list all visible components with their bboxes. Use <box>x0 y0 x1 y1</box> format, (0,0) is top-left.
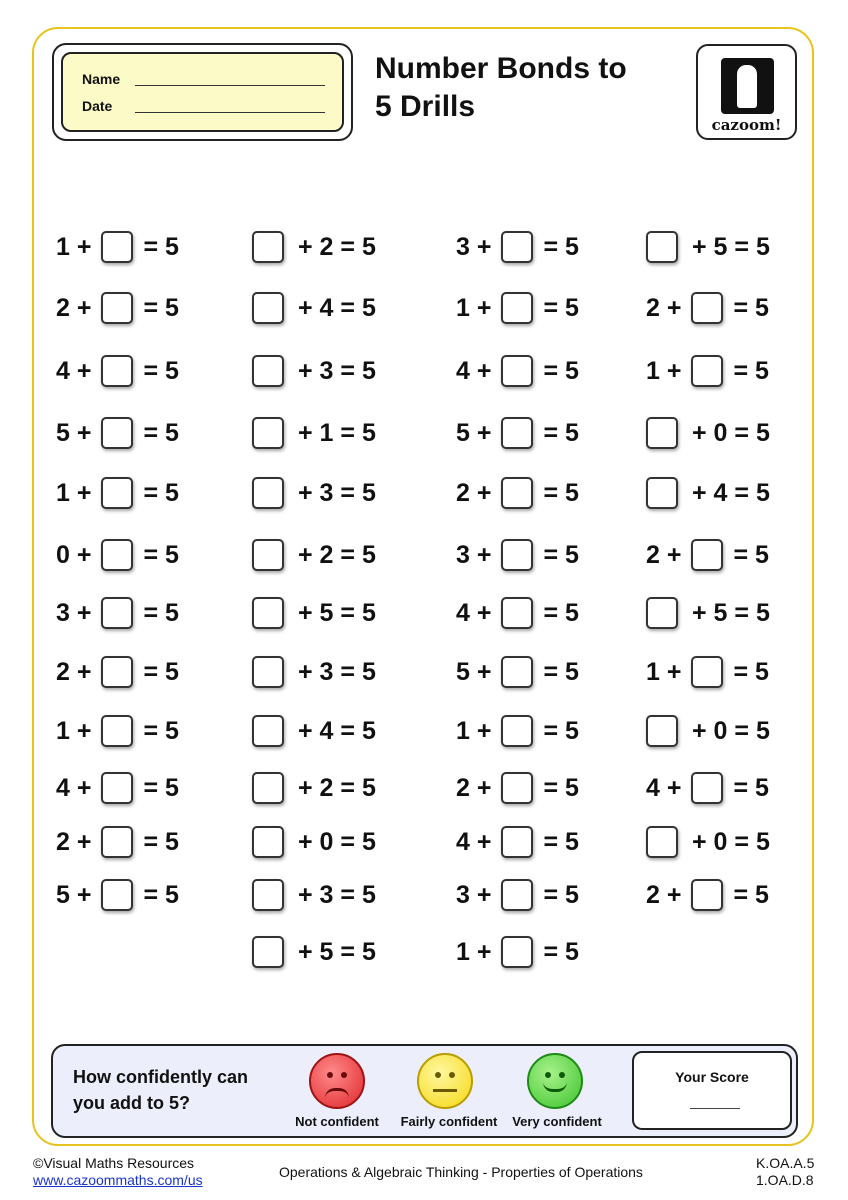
problem <box>56 288 179 328</box>
answer-box[interactable] <box>691 656 723 688</box>
equation-text: = 5 <box>543 598 579 627</box>
answer-box[interactable] <box>252 936 284 968</box>
problem <box>56 413 179 453</box>
answer-box[interactable] <box>101 772 133 804</box>
addend-text: 5 + <box>56 880 92 909</box>
equation-text: = 5 <box>143 540 179 569</box>
answer-box[interactable] <box>252 417 284 449</box>
problem <box>456 227 579 267</box>
answer-box[interactable] <box>101 477 133 509</box>
problem <box>252 768 376 808</box>
addend-text: 2 + <box>56 657 92 686</box>
problem <box>56 351 179 391</box>
problem <box>456 413 579 453</box>
problem <box>56 593 179 633</box>
addend-text: 2 + <box>646 293 682 322</box>
answer-box[interactable] <box>691 355 723 387</box>
equation-text: = 5 <box>543 293 579 322</box>
answer-box[interactable] <box>501 715 533 747</box>
answer-box[interactable] <box>252 597 284 629</box>
equation-text: = 5 <box>543 716 579 745</box>
answer-box[interactable] <box>101 656 133 688</box>
logo-text: cazoom! <box>711 116 782 134</box>
problem <box>646 875 769 915</box>
score-label: Your Score <box>675 1069 749 1085</box>
equation-text: = 5 <box>543 937 579 966</box>
addend-text: 4 + <box>456 598 492 627</box>
equation-text: + 5 = 5 <box>298 937 376 966</box>
confidence-panel <box>51 1044 798 1138</box>
name-label: Name <box>82 71 121 87</box>
problem <box>456 711 579 751</box>
addend-text: 3 + <box>456 540 492 569</box>
equation-text: = 5 <box>143 293 179 322</box>
problem <box>252 413 376 453</box>
date-label: Date <box>82 98 113 114</box>
addend-text: 5 + <box>456 418 492 447</box>
problem <box>646 288 769 328</box>
problem <box>56 535 179 575</box>
equation-text: + 1 = 5 <box>298 418 376 447</box>
problem <box>56 711 179 751</box>
problem <box>56 473 179 513</box>
answer-box[interactable] <box>646 826 678 858</box>
equation-text: + 0 = 5 <box>692 418 770 447</box>
equation-text: = 5 <box>143 598 179 627</box>
answer-box[interactable] <box>501 772 533 804</box>
equation-text: = 5 <box>733 356 769 385</box>
equation-text: + 4 = 5 <box>298 293 376 322</box>
problem <box>646 535 769 575</box>
problem <box>456 768 579 808</box>
problem <box>646 351 769 391</box>
answer-box[interactable] <box>101 292 133 324</box>
answer-box[interactable] <box>101 715 133 747</box>
problem <box>646 711 770 751</box>
sad-face-icon[interactable] <box>309 1053 365 1109</box>
equation-text: + 3 = 5 <box>298 657 376 686</box>
equation-text: + 3 = 5 <box>298 478 376 507</box>
answer-box[interactable] <box>501 597 533 629</box>
answer-box[interactable] <box>501 417 533 449</box>
answer-box[interactable] <box>501 826 533 858</box>
addend-text: 2 + <box>646 880 682 909</box>
problem <box>646 652 769 692</box>
answer-box[interactable] <box>252 656 284 688</box>
equation-text: + 2 = 5 <box>298 773 376 802</box>
worksheet-title: Number Bonds to 5 Drills <box>375 52 627 123</box>
drum-icon <box>721 58 774 114</box>
answer-box[interactable] <box>691 772 723 804</box>
addend-text: 2 + <box>56 827 92 856</box>
addend-text: 3 + <box>456 232 492 261</box>
equation-text: = 5 <box>543 827 579 856</box>
equation-text: + 4 = 5 <box>298 716 376 745</box>
answer-box[interactable] <box>646 417 678 449</box>
name-field[interactable] <box>82 71 120 87</box>
problem <box>252 711 376 751</box>
problem <box>456 652 579 692</box>
equation-text: = 5 <box>143 232 179 261</box>
addend-text: 1 + <box>56 478 92 507</box>
addend-text: 3 + <box>56 598 92 627</box>
answer-box[interactable] <box>252 772 284 804</box>
answer-box[interactable] <box>646 477 678 509</box>
problem <box>56 875 179 915</box>
problem <box>456 593 579 633</box>
addend-text: 2 + <box>456 773 492 802</box>
answer-box[interactable] <box>252 879 284 911</box>
addend-text: 4 + <box>56 773 92 802</box>
answer-box[interactable] <box>101 355 133 387</box>
addend-text: 3 + <box>456 880 492 909</box>
happy-face-icon[interactable] <box>527 1053 583 1109</box>
equation-text: + 5 = 5 <box>692 232 770 261</box>
addend-text: 5 + <box>56 418 92 447</box>
problem <box>646 227 770 267</box>
equation-text: = 5 <box>143 827 179 856</box>
copyright: ©Visual Maths Resources <box>33 1155 195 1171</box>
problem <box>56 652 179 692</box>
answer-box[interactable] <box>501 355 533 387</box>
website-link[interactable]: www.cazoommaths.com/us <box>33 1172 203 1188</box>
equation-text: + 0 = 5 <box>692 716 770 745</box>
equation-text: + 3 = 5 <box>298 880 376 909</box>
problem <box>56 227 179 267</box>
problem <box>56 768 179 808</box>
date-line <box>135 112 325 113</box>
equation-text: + 0 = 5 <box>692 827 770 856</box>
score-box[interactable] <box>632 1051 792 1130</box>
answer-box[interactable] <box>501 539 533 571</box>
addend-text: 1 + <box>646 356 682 385</box>
equation-text: + 2 = 5 <box>298 540 376 569</box>
addend-text: 4 + <box>56 356 92 385</box>
neutral-face-icon[interactable] <box>417 1053 473 1109</box>
equation-text: = 5 <box>143 716 179 745</box>
equation-text: + 2 = 5 <box>298 232 376 261</box>
equation-text: = 5 <box>143 356 179 385</box>
problem <box>456 822 579 862</box>
answer-box[interactable] <box>501 936 533 968</box>
answer-box[interactable] <box>501 231 533 263</box>
name-date-box <box>52 43 353 141</box>
answer-box[interactable] <box>252 715 284 747</box>
problem <box>252 822 376 862</box>
addend-text: 1 + <box>456 937 492 966</box>
addend-text: 4 + <box>456 356 492 385</box>
problem <box>456 288 579 328</box>
problem <box>456 932 579 972</box>
answer-box[interactable] <box>691 879 723 911</box>
equation-text: = 5 <box>543 540 579 569</box>
equation-text: = 5 <box>543 880 579 909</box>
addend-text: 1 + <box>456 716 492 745</box>
addend-text: 1 + <box>56 232 92 261</box>
answer-box[interactable] <box>101 879 133 911</box>
problem <box>646 593 770 633</box>
equation-text: = 5 <box>543 773 579 802</box>
cazoom-logo <box>696 44 797 140</box>
equation-text: = 5 <box>543 418 579 447</box>
problem <box>252 288 376 328</box>
answer-box[interactable] <box>646 231 678 263</box>
equation-text: = 5 <box>543 478 579 507</box>
name-line <box>135 85 325 86</box>
equation-text: = 5 <box>733 880 769 909</box>
problem <box>646 822 770 862</box>
problem <box>646 473 770 513</box>
addend-text: 5 + <box>456 657 492 686</box>
equation-text: = 5 <box>543 657 579 686</box>
equation-text: = 5 <box>543 356 579 385</box>
problem <box>646 413 770 453</box>
addend-text: 2 + <box>646 540 682 569</box>
answer-box[interactable] <box>252 231 284 263</box>
problem <box>646 768 769 808</box>
answer-box[interactable] <box>501 477 533 509</box>
date-field[interactable] <box>82 98 112 114</box>
answer-box[interactable] <box>101 539 133 571</box>
standard-code: 1.OA.D.8 <box>756 1172 814 1188</box>
answer-box[interactable] <box>646 715 678 747</box>
answer-box[interactable] <box>252 539 284 571</box>
problem <box>252 875 376 915</box>
equation-text: = 5 <box>143 880 179 909</box>
problem <box>456 351 579 391</box>
addend-text: 1 + <box>456 293 492 322</box>
fairly-confident-label: Fairly confident <box>400 1114 498 1129</box>
equation-text: = 5 <box>733 657 769 686</box>
answer-box[interactable] <box>101 826 133 858</box>
answer-box[interactable] <box>501 292 533 324</box>
equation-text: = 5 <box>733 293 769 322</box>
problem <box>456 535 579 575</box>
addend-text: 2 + <box>456 478 492 507</box>
problem <box>252 535 376 575</box>
footer-left <box>33 1155 203 1189</box>
topic-label: Operations & Algebraic Thinking - Properties of Operations <box>279 1164 643 1180</box>
equation-text: = 5 <box>143 418 179 447</box>
problem <box>56 822 179 862</box>
answer-box[interactable] <box>501 656 533 688</box>
addend-text: 4 + <box>646 773 682 802</box>
score-line <box>690 1108 740 1109</box>
equation-text: = 5 <box>733 540 769 569</box>
problem <box>252 932 376 972</box>
equation-text: + 5 = 5 <box>298 598 376 627</box>
very-confident-label: Very confident <box>512 1114 602 1129</box>
addend-text: 4 + <box>456 827 492 856</box>
addend-text: 2 + <box>56 293 92 322</box>
answer-box[interactable] <box>691 539 723 571</box>
equation-text: = 5 <box>143 657 179 686</box>
addend-text: 0 + <box>56 540 92 569</box>
answer-box[interactable] <box>646 597 678 629</box>
standards <box>756 1155 814 1189</box>
answer-box[interactable] <box>691 292 723 324</box>
equation-text: + 0 = 5 <box>298 827 376 856</box>
problem <box>456 875 579 915</box>
answer-box[interactable] <box>252 826 284 858</box>
equation-text: + 5 = 5 <box>692 598 770 627</box>
problem <box>252 473 376 513</box>
equation-text: + 4 = 5 <box>692 478 770 507</box>
page-border <box>32 27 814 1146</box>
problem <box>252 652 376 692</box>
problem <box>252 593 376 633</box>
addend-text: 1 + <box>646 657 682 686</box>
answer-box[interactable] <box>101 231 133 263</box>
confidence-question: How confidently can you add to 5? <box>73 1067 249 1113</box>
answer-box[interactable] <box>252 477 284 509</box>
equation-text: = 5 <box>143 773 179 802</box>
answer-box[interactable] <box>101 417 133 449</box>
answer-box[interactable] <box>252 292 284 324</box>
equation-text: = 5 <box>143 478 179 507</box>
problem <box>252 227 376 267</box>
standard-code: K.OA.A.5 <box>756 1155 815 1171</box>
answer-box[interactable] <box>252 355 284 387</box>
equation-text: = 5 <box>733 773 769 802</box>
problem <box>456 473 579 513</box>
addend-text: 1 + <box>56 716 92 745</box>
equation-text: + 3 = 5 <box>298 356 376 385</box>
answer-box[interactable] <box>101 597 133 629</box>
answer-box[interactable] <box>501 879 533 911</box>
equation-text: = 5 <box>543 232 579 261</box>
not-confident-label: Not confident <box>295 1114 379 1129</box>
problem <box>252 351 376 391</box>
